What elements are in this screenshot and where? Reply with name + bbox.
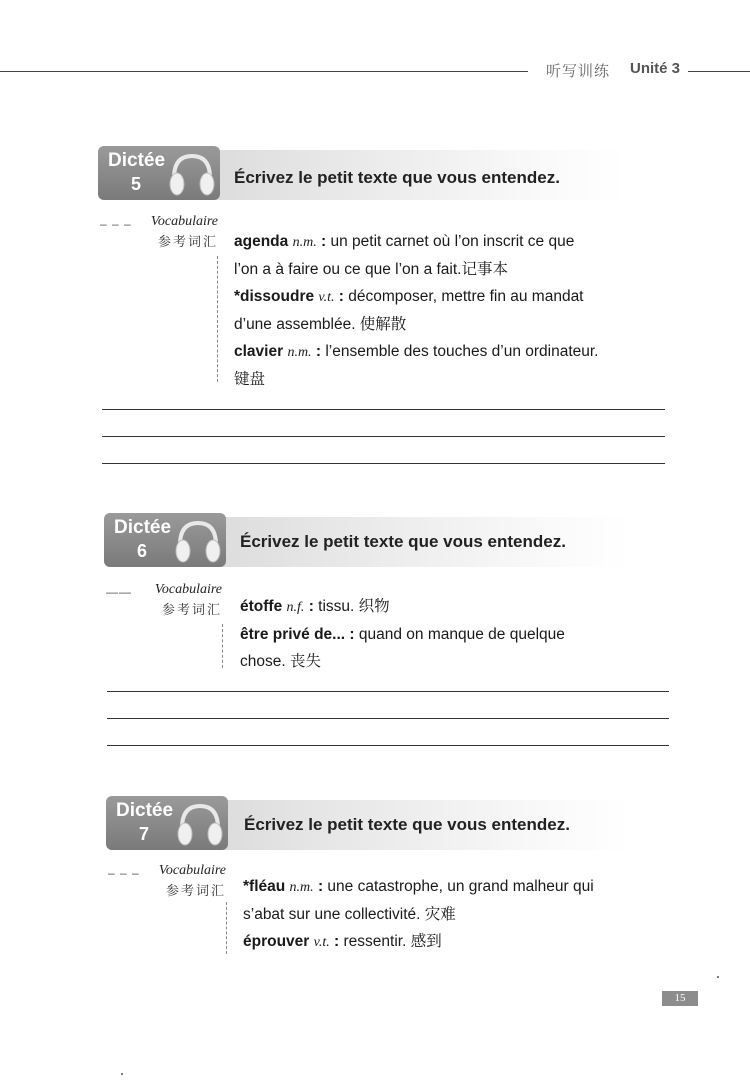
vocab-guide-line — [222, 624, 223, 668]
dictee-badge — [98, 146, 220, 200]
writing-line — [107, 691, 669, 692]
definition-line — [234, 366, 674, 393]
badge-word: Dictée — [114, 517, 172, 538]
definition-text: l’on a à faire ou ce que l’on a fait.记事本 — [234, 261, 508, 278]
definition-line — [234, 283, 674, 311]
instruction-text: Écrivez le petit texte que vous entendez. — [240, 532, 566, 551]
definition-text: une catastrophe, un grand malheur qui — [327, 878, 594, 895]
instruction-text: Écrivez le petit texte que vous entendez. — [234, 168, 560, 187]
vocab-term: clavier — [234, 343, 288, 360]
definition-text: chose. 丧失 — [240, 653, 321, 670]
vocab-definitions — [240, 593, 680, 675]
definition-line — [240, 593, 680, 621]
vocab-label-fr: Vocabulaire — [158, 863, 226, 878]
definition-line — [243, 873, 683, 901]
part-of-speech: n.f. — [286, 600, 305, 615]
vocab-label-cn: 参考词汇 — [157, 234, 218, 249]
instruction-text: Écrivez le petit texte que vous entendez. — [244, 815, 570, 834]
definition-text: : — [304, 598, 319, 615]
definition-text: tissu. 织物 — [318, 598, 390, 615]
vocab-term: étoffe — [240, 598, 287, 615]
definition-line — [234, 256, 674, 283]
definition-line — [234, 311, 674, 338]
definition-text: décomposer, mettre fin au mandat — [348, 288, 584, 305]
vocab-definitions — [243, 873, 683, 956]
badge-number: 5 — [131, 174, 142, 194]
writing-line — [107, 718, 669, 719]
vocab-term: *fléau — [243, 878, 290, 895]
vocab-label-fr: Vocabulaire — [150, 214, 218, 229]
vocab-dash: – – – — [108, 866, 140, 880]
definition-line — [234, 338, 674, 366]
definition-text: un petit carnet où l’on inscrit ce que — [330, 233, 575, 250]
definition-line — [243, 901, 683, 928]
vocab-label-fr: Vocabulaire — [154, 582, 222, 597]
speck — [121, 1073, 123, 1075]
definition-text: 键盘 — [234, 371, 266, 388]
writing-line — [107, 745, 669, 746]
part-of-speech: n.m. — [292, 235, 317, 250]
vocab-definitions — [234, 228, 674, 393]
definition-text: ressentir. 感到 — [343, 933, 442, 950]
badge-number: 7 — [139, 824, 150, 844]
definition-text: : — [316, 233, 331, 250]
part-of-speech: n.m. — [289, 880, 314, 895]
vocab-guide-line — [217, 256, 218, 382]
part-of-speech: v.t. — [313, 935, 330, 950]
definition-text: : — [313, 878, 328, 895]
vocab-label — [134, 582, 222, 618]
definition-line — [234, 228, 674, 256]
header-title: 听写训练 — [546, 63, 611, 80]
vocab-label-cn: 参考词汇 — [161, 602, 222, 617]
definition-text: : — [334, 288, 349, 305]
vocab-dash: – – – — [100, 217, 132, 231]
part-of-speech: n.m. — [287, 345, 312, 360]
definition-line — [243, 928, 683, 956]
headphones-icon — [164, 148, 216, 200]
header-unit: Unité 3 — [630, 60, 681, 77]
dictee-badge — [106, 796, 228, 850]
header-rule-right — [688, 71, 750, 72]
definition-line — [240, 621, 680, 648]
definition-text: quand on manque de quelque — [358, 626, 565, 643]
definition-text: : — [329, 933, 344, 950]
vocab-term: être privé de... : — [240, 626, 359, 643]
vocab-term: *dissoudre — [234, 288, 319, 305]
vocab-dash: —— — [106, 585, 132, 599]
part-of-speech: v.t. — [318, 290, 335, 305]
definition-text: : — [311, 343, 326, 360]
vocab-label-cn: 参考词汇 — [165, 883, 226, 898]
vocab-term: agenda — [234, 233, 293, 250]
definition-text: s’abat sur une collectivité. 灾难 — [243, 906, 456, 923]
vocab-label — [130, 214, 218, 250]
vocab-label — [138, 863, 226, 899]
dictee-badge — [104, 513, 226, 567]
writing-line — [102, 409, 665, 410]
badge-word: Dictée — [116, 800, 174, 821]
headphones-icon — [170, 515, 222, 567]
badge-number: 6 — [137, 541, 148, 561]
headphones-icon — [172, 798, 224, 850]
vocab-guide-line — [226, 902, 227, 954]
vocab-term: éprouver — [243, 933, 314, 950]
definition-text: l’ensemble des touches d’un ordinateur. — [325, 343, 599, 360]
definition-text: d’une assemblée. 使解散 — [234, 316, 407, 333]
speck — [717, 976, 719, 978]
definition-line — [240, 648, 680, 675]
badge-word: Dictée — [108, 150, 166, 171]
header-rule-left — [0, 71, 528, 72]
writing-line — [102, 463, 665, 464]
page-number: 15 — [662, 991, 698, 1006]
writing-line — [102, 436, 665, 437]
